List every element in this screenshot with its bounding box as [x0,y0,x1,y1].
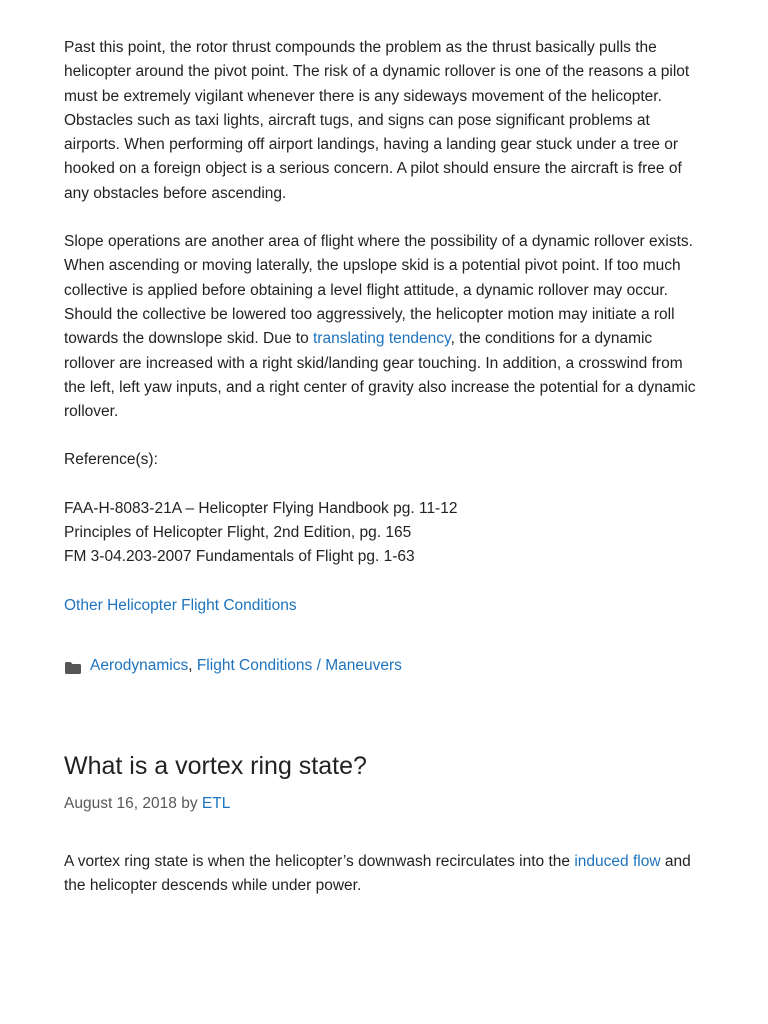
references-list [64,497,704,570]
other-flight-conditions-link[interactable]: Other Helicopter Flight Conditions [64,596,297,614]
references-heading: Reference(s): [64,451,158,469]
paragraph-text: , the conditions for a dynamic rollover are increased with a right skid/landing gear touching. In addition, a crosswind from the left, left yaw inputs, and a right center of gravity also increase the potential for a dynamic rollover. [64,330,696,421]
translating-tendency-link[interactable]: translating tendency [313,330,451,348]
folder-icon [64,659,82,673]
reference-item: Principles of Helicopter Flight, 2nd Edition, pg. 165 [64,524,412,542]
post-excerpt [64,850,704,899]
excerpt-text: A vortex ring state is when the helicopter’s downwash recirculates into the [64,852,575,870]
paragraph-text: Slope operations are another area of flight where the possibility of a dynamic rollover exists. When ascending or moving laterally, the upslope skid is a potential pivot point. If too much collective is applied before obtaining a level flight attitude, a dynamic rollover may occur. Should the collective be lowered too aggressively, the helicopter motion may initiate a roll towards the downslope skid. Due to [64,233,693,348]
paragraph-slope-operations [64,230,704,424]
excerpt-text: and the helicopter descends while under power. [64,852,691,894]
category-link-aerodynamics[interactable]: Aerodynamics [90,656,189,674]
paragraph-pivot-point: Past this point, the rotor thrust compounds the problem as the thrust basically pulls the helicopter around the pivot point. The risk of a dynamic rollover is one of the reasons a pilot must be extremely vigilant whenever there is any sideways movement of the helicopter. Obstacles such as taxi lights, aircraft tugs, and signs can pose significant problems at airports. When performing off airport landings, having a landing gear stuck under a tree or hooked on a foreign object is a serious concern. A pilot should ensure the aircraft is free of any obstacles before ascending. [64,39,690,202]
author-link[interactable]: ETL [201,794,231,812]
reference-item: FM 3-04.203-2007 Fundamentals of Flight pg. 1-63 [64,548,415,566]
post-title[interactable]: What is a vortex ring state? [64,751,367,780]
article-content [64,36,704,898]
category-separator: , [188,656,197,674]
category-list [64,654,704,678]
reference-item: FAA-H-8083-21A – Helicopter Flying Handbook pg. 11-12 [64,499,458,517]
post-date: August 16, 2018 by [64,794,202,812]
category-link-flight-conditions[interactable]: Flight Conditions / Maneuvers [196,656,402,674]
post-meta [64,792,704,816]
induced-flow-link[interactable]: induced flow [574,852,661,870]
